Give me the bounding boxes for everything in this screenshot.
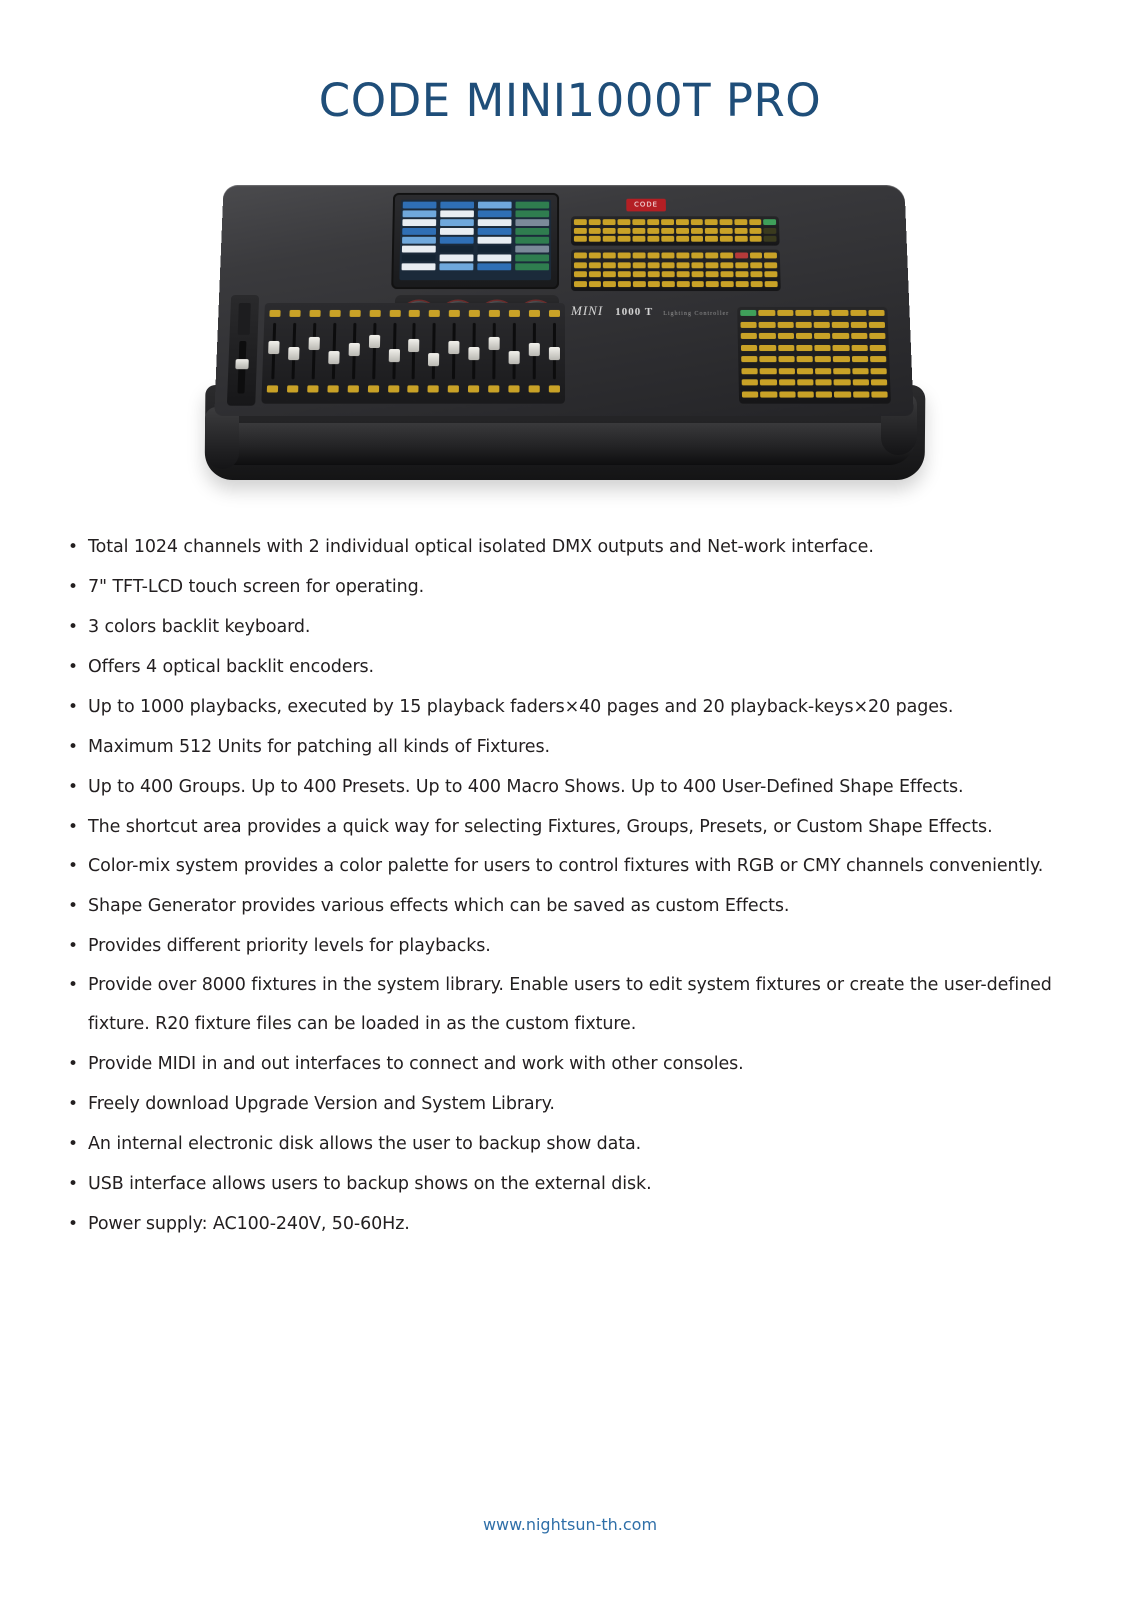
list-item: • Color-mix system provides a color palette for users to control fixtures with RGB or CMY channels conveniently. [62,847,1078,886]
list-item: • The shortcut area provides a quick way for selecting Fixtures, Groups, Presets, or Custom Shape Effects. [62,807,1078,847]
playback-fader-bank [261,303,565,404]
console-front-panel [209,423,915,465]
list-item: • An internal electronic disk allows the user to backup show data. [62,1124,1078,1164]
key-matrix-upper [571,216,780,245]
brand-model: 1000 T [615,305,654,318]
touch-screen-display [399,200,551,280]
list-item: • Freely download Upgrade Version and System Library. [62,1084,1078,1124]
brand-subtitle: Lighting Controller [663,310,730,317]
console-top-deck [214,185,913,416]
list-item: • 3 colors backlit keyboard. [62,607,1078,647]
brand-name: MINI [571,302,604,318]
list-item: • USB interface allows users to backup shows on the external disk. [62,1164,1078,1204]
product-image-container [0,145,1140,505]
list-item: • Up to 1000 playbacks, executed by 15 playback faders×40 pages and 20 playback-keys×20 pages. [62,687,1078,727]
list-item: • Maximum 512 Units for patching all kinds of Fixtures. [62,727,1078,767]
console-brand-text [571,303,729,319]
list-item: • Provide MIDI in and out interfaces to connect and work with other consoles. [62,1044,1078,1084]
list-item: • Total 1024 channels with 2 individual optical isolated DMX outputs and Net-work interface. [62,527,1078,567]
key-matrix-middle [571,250,781,291]
features-list [62,527,1078,1244]
list-item: • 7" TFT-LCD touch screen for operating. [62,567,1078,607]
level-led-row [238,303,251,335]
page-title: CODE MINI1000T PRO [318,74,822,127]
footer-website[interactable]: www.nightsun-th.com [482,1515,658,1534]
list-item: • Up to 400 Groups. Up to 400 Presets. Up to 400 Macro Shows. Up to 400 User-Defined Shape Effects. [62,767,1078,807]
list-item: • Power supply: AC100-240V, 50-60Hz. [62,1204,1078,1244]
console-endcap-left [205,407,239,469]
master-fader-strip [227,295,259,406]
list-item: • Shape Generator provides various effects which can be saved as custom Effects. [62,886,1078,926]
grand-master-cap [235,359,248,369]
code-brand-logo: CODE [626,199,666,212]
touch-screen-bezel [391,193,559,289]
features-section [0,505,1140,1244]
lighting-console-photo [205,155,935,500]
list-item: • Provides different priority levels for playbacks. [62,926,1078,966]
key-matrix-shortcut [737,307,891,404]
list-item: • Offers 4 optical backlit encoders. [62,647,1078,687]
list-item: • Provide over 8000 fixtures in the system library. Enable users to edit system fixtures or create the user-defined fixture. R20 fixture files can be loaded in as the custom fixture. [62,966,1078,1044]
